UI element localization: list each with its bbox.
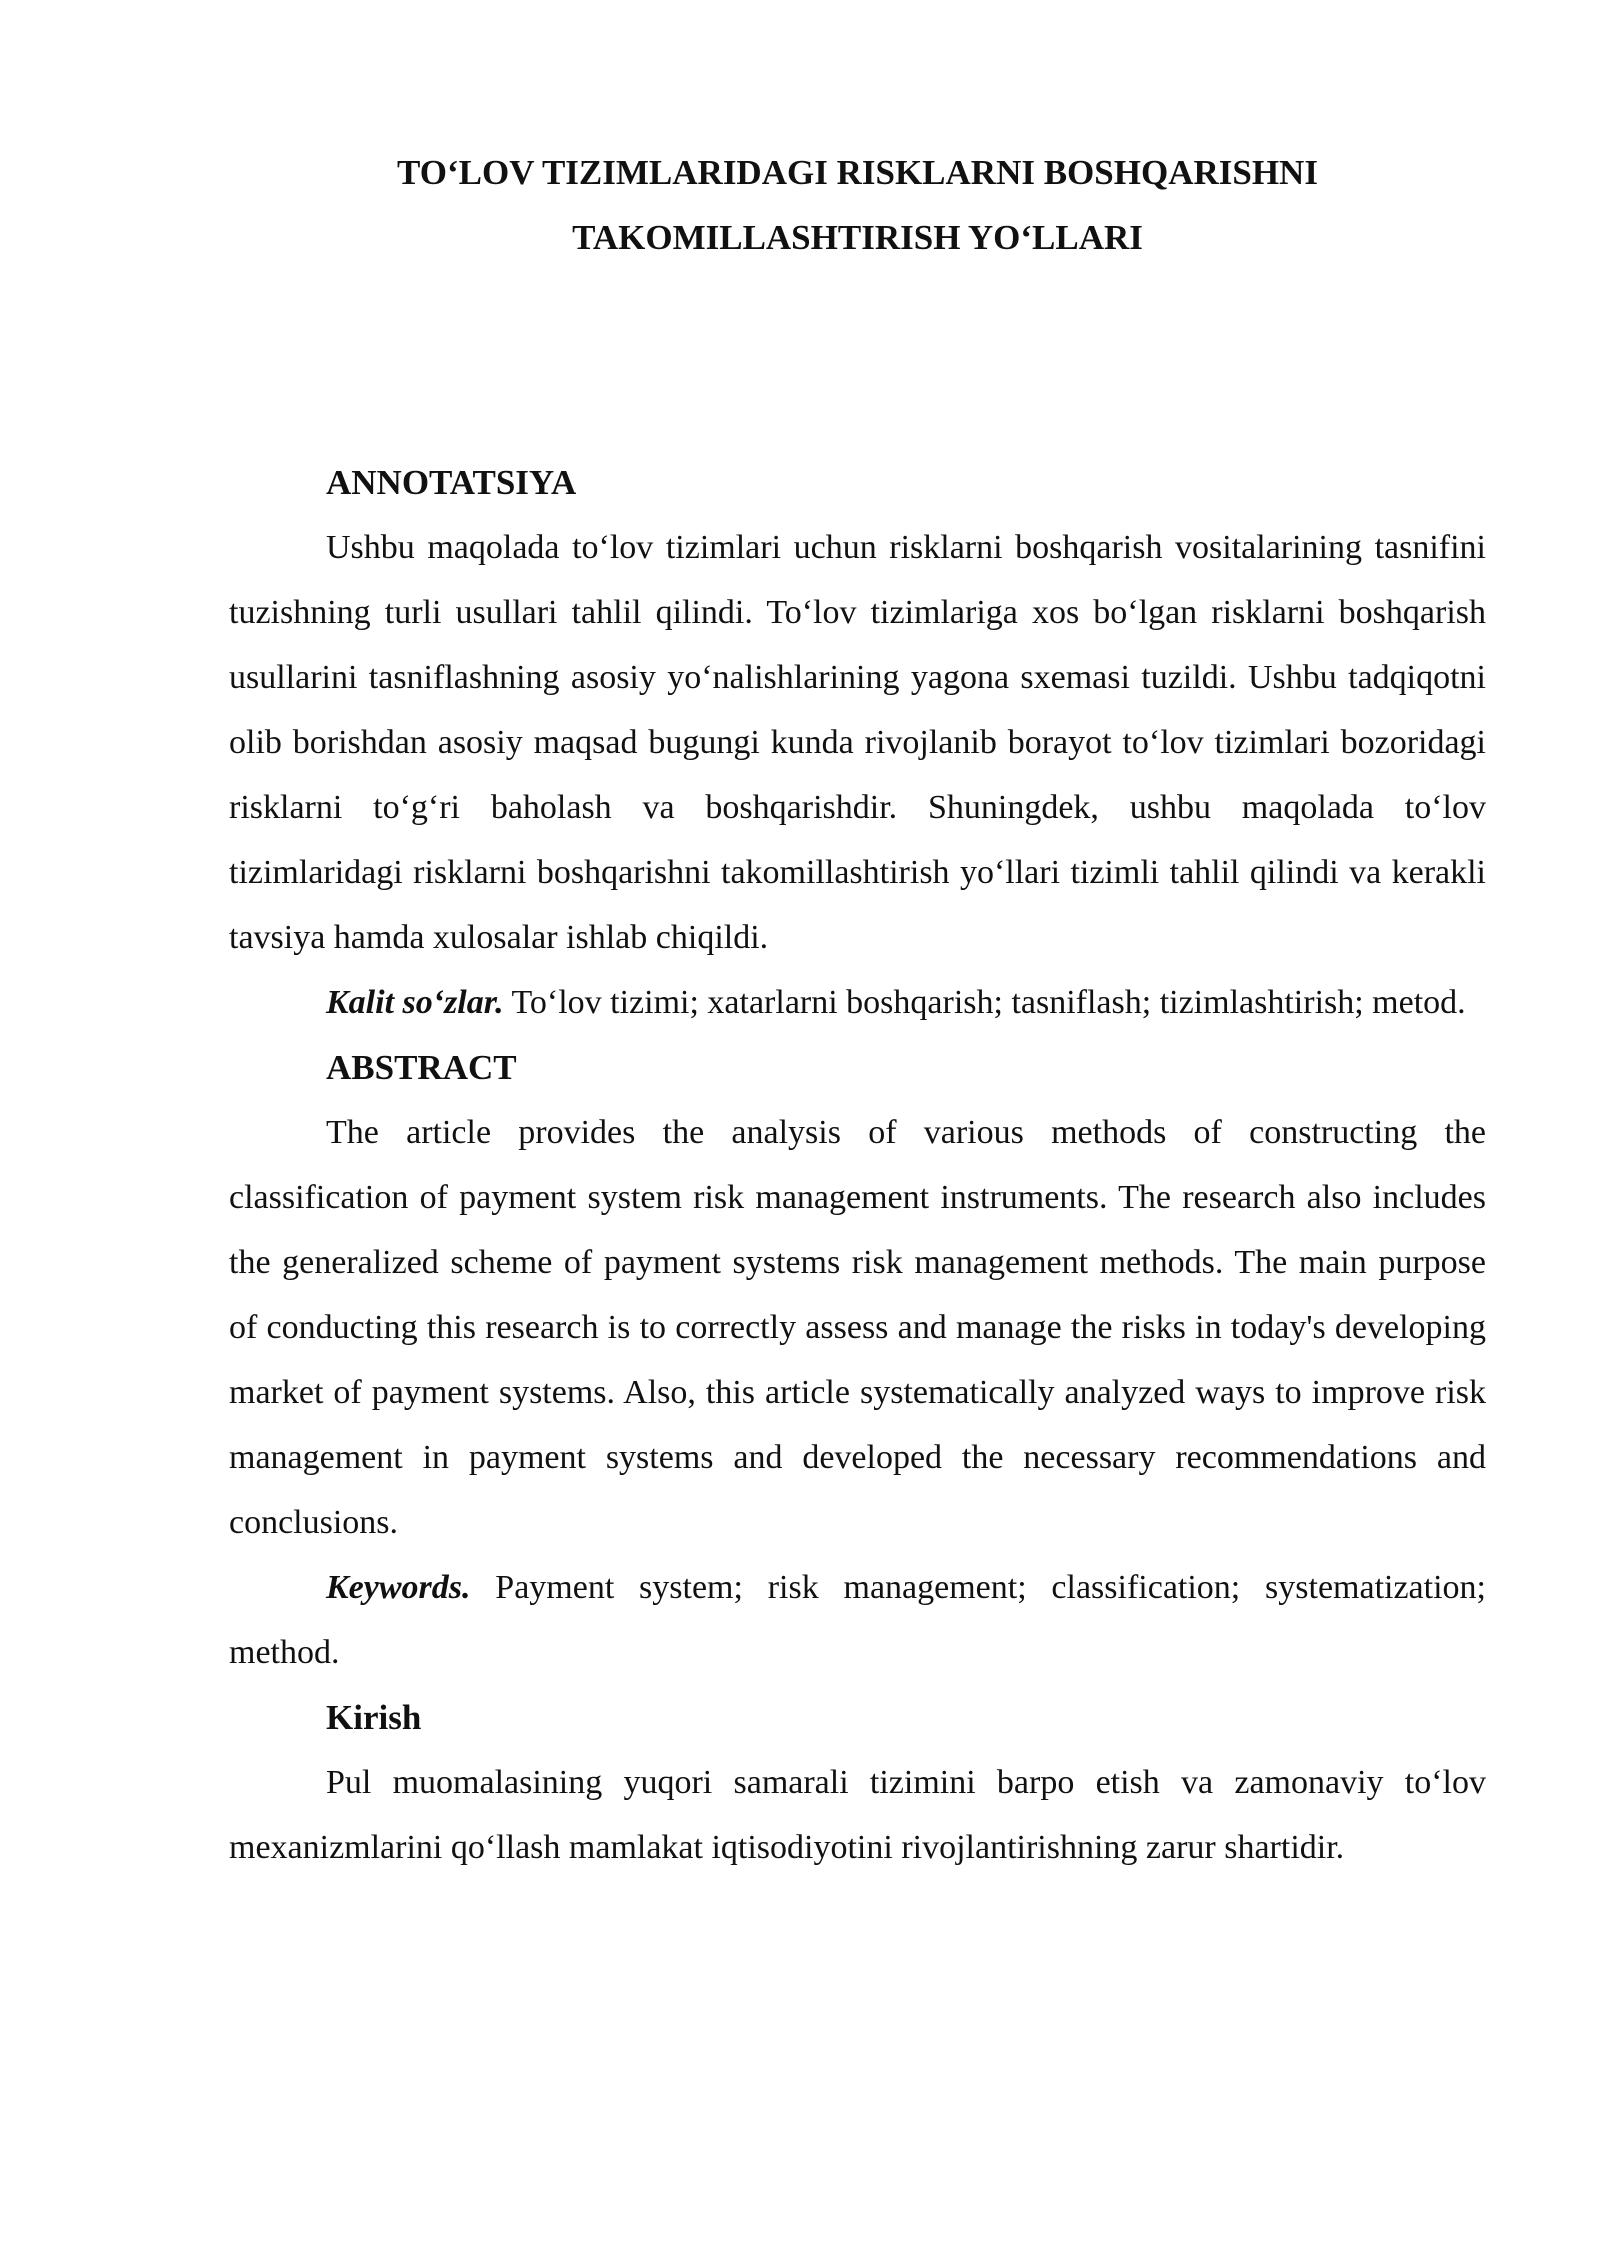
abstract-heading: ABSTRACT <box>326 1048 517 1087</box>
paper-title-line-1: TO‘LOV TIZIMLARIDAGI RISKLARNI BOSHQARISHNI <box>397 153 1318 192</box>
annotatsiya-keywords <box>229 970 1486 1035</box>
kirish-body: Pul muomalasining yuqori samarali tizimini barpo etish va zamonaviy to‘lov mexanizmlarini qo‘llash mamlakat iqtisodiyotini rivojlantirishning zarur shartidir. <box>229 1764 1486 1866</box>
abstract-keywords <box>229 1555 1486 1685</box>
abstract-keywords-label: Keywords. <box>326 1569 471 1606</box>
paper-title <box>229 140 1486 270</box>
annotatsiya-body: Ushbu maqolada to‘lov tizimlari uchun risklarni boshqarish vositalarining tasnifini tuzishning turli usullari tahlil qilindi. To‘lov tizimlariga xos bo‘lgan risklarni boshqarish usullarini tasniflashning asosiy yo‘nalishlarining yagona sxemasi tuzildi. Ushbu tadqiqotni olib borishdan asosiy maqsad bugungi kunda rivojlanib borayot to‘lov tizimlari bozoridagi risklarni to‘g‘ri baholash va boshqarishdir. Shuningdek, ushbu maqolada to‘lov tizimlaridagi risklarni boshqarishni takomillashtirish yo‘llari tizimli tahlil qilindi va kerakli tavsiya hamda xulosalar ishlab chiqildi. <box>229 529 1486 956</box>
annotatsiya-keywords-label: Kalit so‘zlar. <box>326 984 504 1021</box>
paper-title-line-2: TAKOMILLASHTIRISH YO‘LLARI <box>572 218 1143 257</box>
kirish-heading: Kirish <box>326 1698 422 1737</box>
title-spacer <box>229 270 1486 450</box>
abstract-section <box>229 1035 1486 1685</box>
kirish-section <box>229 1685 1486 1880</box>
abstract-body: The article provides the analysis of various methods of constructing the classification of payment system risk management instruments. The research also includes the generalized scheme of payment systems risk management methods. The main purpose of conducting this research is to correctly assess and manage the risks in today's developing market of payment systems. Also, this article systematically analyzed ways to improve risk management in payment systems and developed the necessary recommendations and conclusions. <box>229 1114 1486 1541</box>
abstract-keywords-text: Payment system; risk management; classification; systematization; method. <box>229 1569 1486 1671</box>
annotatsiya-heading: ANNOTATSIYA <box>326 463 577 502</box>
annotatsiya-section <box>229 450 1486 1035</box>
annotatsiya-keywords-text: To‘lov tizimi; xatarlarni boshqarish; tasniflash; tizimlashtirish; metod. <box>503 984 1466 1021</box>
document-page <box>229 140 1486 1880</box>
